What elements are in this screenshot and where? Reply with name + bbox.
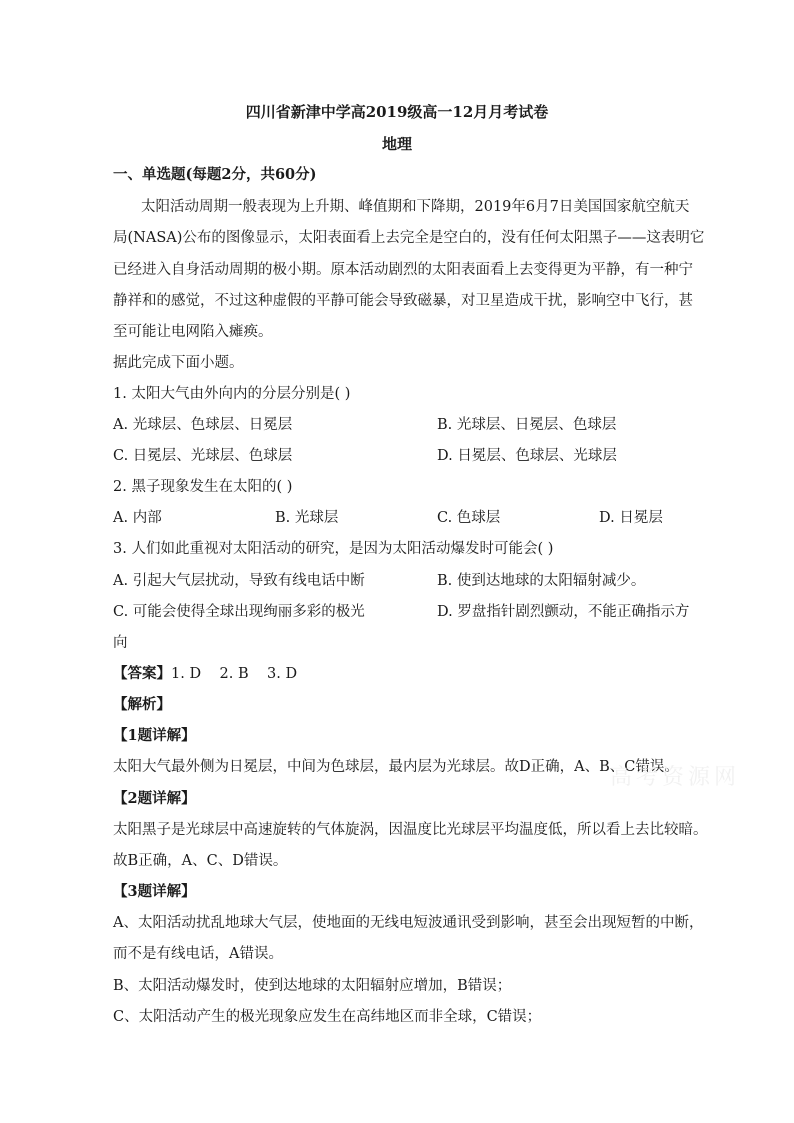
analysis-label: 【解析】: [113, 696, 171, 713]
q2-detail-line: 故B正确，A、C、D错误。: [113, 853, 288, 869]
q3-option-d: D. 罗盘指针剧烈颤动，不能正确指示方: [437, 604, 690, 620]
q1-option-b: B. 光球层、日冕层、色球层: [437, 417, 617, 433]
question-stem-1: 1. 太阳大气由外向内的分层分别是( ): [113, 386, 351, 402]
q3-option-c: C. 可能会使得全球出现绚丽多彩的极光: [113, 604, 365, 620]
q1-detail-heading: 【1题详解】: [113, 727, 196, 744]
q2-option-c: C. 色球层: [437, 510, 501, 526]
q2-option-d: D. 日冕层: [599, 510, 663, 526]
q1-option-c: C. 日冕层、光球层、色球层: [113, 448, 293, 464]
subject-title: 地理: [381, 135, 412, 153]
watermark: 高考资源网: [610, 765, 741, 790]
passage-line: 至可能让电网陷入瘫痪。: [113, 324, 273, 340]
q2-detail-heading: 【2题详解】: [113, 790, 196, 807]
exam-title: 四川省新津中学高2019级高一12月月考试卷: [245, 103, 549, 121]
q1-option-a: A. 光球层、色球层、日冕层: [113, 417, 293, 433]
passage-line: 太阳活动周期一般表现为上升期、峰值期和下降期，2019年6月7日美国国家航空航天: [141, 199, 690, 215]
answer-label: 【答案】: [113, 665, 171, 682]
answer-text: 1. D 2. B 3. D: [171, 666, 298, 682]
question-stem-2: 2. 黑子现象发生在太阳的( ): [113, 479, 293, 495]
q3-detail-line: 而不是有线电话，A错误。: [113, 946, 283, 962]
q2-option-a: A. 内部: [113, 510, 162, 526]
passage-line: 静祥和的感觉，不过这种虚假的平静可能会导致磁暴，对卫星造成干扰，影响空中飞行，甚: [113, 293, 693, 309]
q2-option-b: B. 光球层: [275, 510, 339, 526]
q2-detail-line: 太阳黑子是光球层中高速旋转的气体旋涡，因温度比光球层平均温度低，所以看上去比较暗。: [113, 822, 708, 838]
passage-line: 局(NASA)公布的图像显示，太阳表面看上去完全是空白的，没有任何太阳黑子——这表明它: [113, 230, 705, 246]
answer-line: [113, 664, 297, 684]
passage-instruction: 据此完成下面小题。: [113, 355, 244, 371]
question-stem-3: 3. 人们如此重视对太阳活动的研究，是因为太阳活动爆发时可能会( ): [113, 541, 554, 557]
section-heading: 一、单选题(每题2分，共60分): [113, 166, 317, 183]
q3-option-d-continued: 向: [113, 635, 128, 651]
q1-detail-line: 太阳大气最外侧为日冕层，中间为色球层，最内层为光球层。故D正确，A、B、C错误。: [113, 759, 679, 775]
q3-option-b: B. 使到达地球的太阳辐射减少。: [437, 573, 646, 589]
q3-detail-line: A、太阳活动扰乱地球大气层，使地面的无线电短波通讯受到影响，甚至会出现短暂的中断，: [113, 915, 704, 931]
q3-detail-heading: 【3题详解】: [113, 883, 196, 900]
q3-option-a: A. 引起大气层扰动，导致有线电话中断: [113, 573, 365, 589]
q3-detail-line: B、太阳活动爆发时，使到达地球的太阳辐射应增加，B错误；: [113, 978, 512, 994]
q3-detail-line: C、太阳活动产生的极光现象应发生在高纬地区而非全球，C错误；: [113, 1009, 542, 1025]
q1-option-d: D. 日冕层、色球层、光球层: [437, 448, 617, 464]
passage-line: 已经进入自身活动周期的极小期。原本活动剧烈的太阳表面看上去变得更为平静，有一种宁: [113, 262, 693, 278]
